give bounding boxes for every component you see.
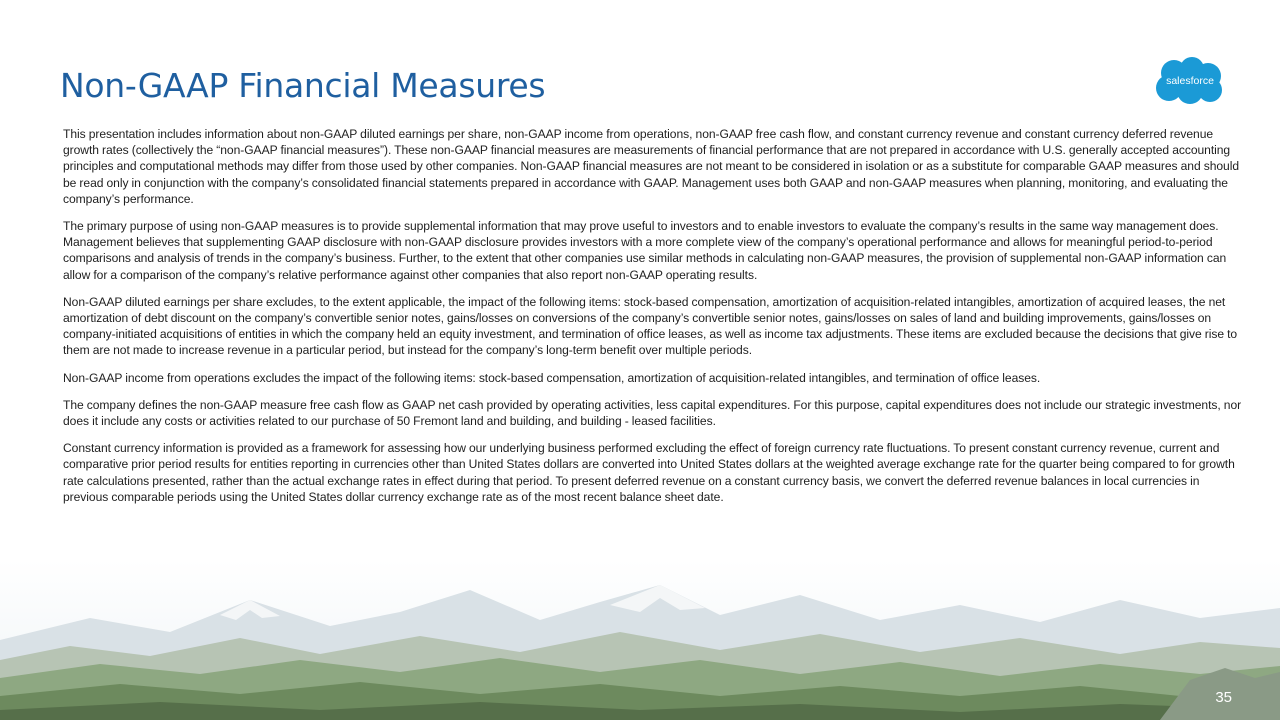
page-number: 35 xyxy=(1215,689,1232,706)
paragraph-free-cash-flow: The company defines the non-GAAP measure free cash flow as GAAP net cash provided by operating activities, less capital expenditures. For this purpose, capital expenditures does not include our strategic investments, nor does it include any costs or activities related to our purchase of 50 Fremont land and building, and building - leased facilities. xyxy=(63,397,1242,429)
paragraph-income-from-operations: Non-GAAP income from operations excludes the impact of the following items: stock-based compensation, amortization of acquisition-related intangibles, and termination of office leases. xyxy=(63,370,1041,385)
paragraph-purpose: The primary purpose of using non-GAAP measures is to provide supplemental information that may prove useful to investors and to enable investors to evaluate the company’s results in the same way management does. Management believes that supplementing GAAP disclosure with non-GAAP disclosure provides investors with a more complete view of the company’s operational performance and allows for meaningful period-to-period comparisons and analysis of trends in the company’s business. Further, to the extent that other companies use similar methods in calculating non-GAAP measures, the provision of supplemental non-GAAP information can allow for a comparison of the company’s relative performance against other companies that also report non-GAAP operating results. xyxy=(63,219,1227,282)
paragraph-overview: This presentation includes information about non-GAAP diluted earnings per share, non-GAAP income from operations, non-GAAP free cash flow, and constant currency revenue and constant currency deferred revenue growth rates (collectively the “non-GAAP financial measures”). These non-GAAP financial measures are measurements of financial performance that are not prepared in accordance with U.S. generally accepted accounting principles and computational methods may differ from those used by other companies. Non-GAAP financial measures are not meant to be considered in isolation or as a substitute for comparable GAAP measures and should be read only in conjunction with the company’s consolidated financial statements prepared in accordance with GAAP. Management uses both GAAP and non-GAAP measures when planning, monitoring, and evaluating the company’s performance. xyxy=(63,127,1240,206)
mountain-landscape-illustration xyxy=(0,560,1280,720)
salesforce-logo xyxy=(1150,56,1230,108)
logo-wordmark: salesforce xyxy=(1166,75,1214,87)
slide-title: Non-GAAP Financial Measures xyxy=(60,66,546,105)
paragraph-diluted-eps: Non-GAAP diluted earnings per share excludes, to the extent applicable, the impact of the following items: stock-based compensation, amortization of acquisition-related intangibles, amortization of acquired leases, the net amortization of debt discount on the company’s convertible senior notes, gains/losses on conversions of the company’s convertible senior notes, gains/losses on sales of land and building improvements, gains/losses on company-initiated acquisitions of entities in which the company held an equity investment, and termination of office leases, as well as income tax adjustments. These items are excluded because the decisions that give rise to them are not made to increase revenue in a particular period, but instead for the company’s long-term benefit over multiple periods. xyxy=(63,294,1238,358)
slide-body xyxy=(63,126,1243,516)
paragraph-constant-currency: Constant currency information is provided as a framework for assessing how our underlying business performed excluding the effect of foreign currency rate fluctuations. To present constant currency revenue, current and comparative prior period results for entities reporting in currencies other than United States dollars are converted into United States dollars at the weighted average exchange rate for the quarter being compared to for growth rate calculations presented, rather than the actual exchange rates in effect during that period. To present deferred revenue on a constant currency basis, we convert the deferred revenue balances in local currencies in previous comparable periods using the United States dollar currency exchange rate as of the most recent balance sheet date. xyxy=(63,441,1235,504)
